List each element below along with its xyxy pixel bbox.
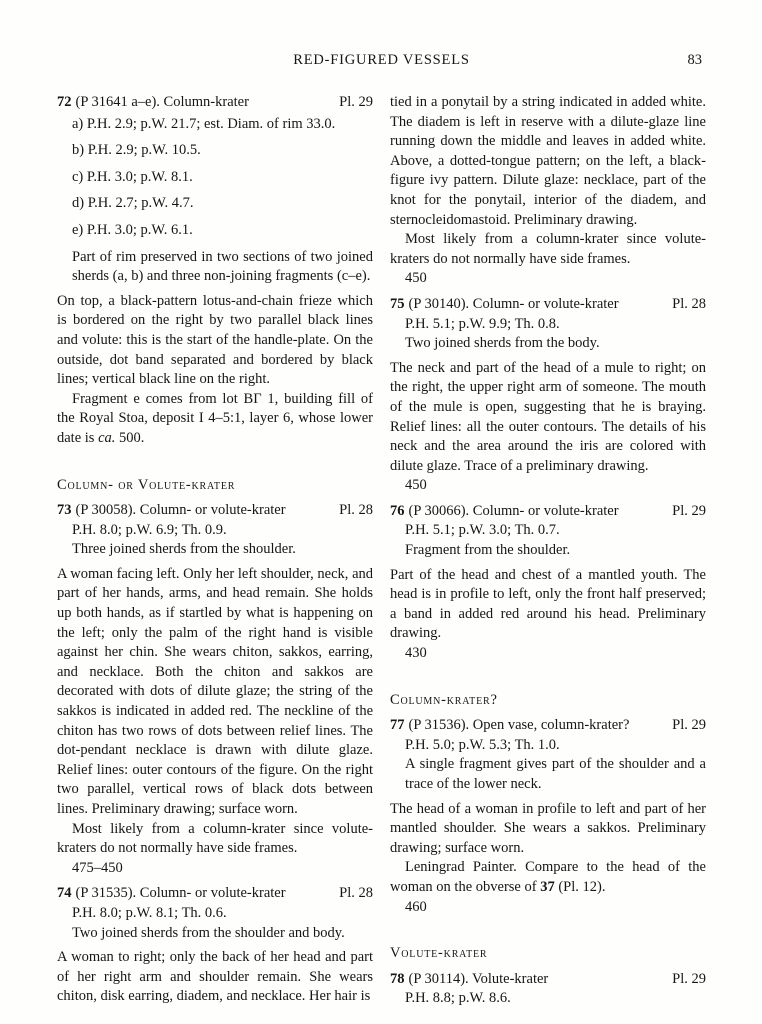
text-columns: [57, 93, 706, 1009]
text-segment: Most likely from a column-krater since volute-kraters do not normally have side frames.: [57, 820, 373, 857]
entry-number: 76: [390, 502, 405, 519]
description-paragraph: [57, 820, 373, 859]
text-segment: 500.: [115, 429, 145, 446]
entry-title: (P 31536). Open vase, column-krater?: [408, 717, 630, 734]
section-heading: Volute-krater: [390, 945, 488, 962]
text-segment: Fragment e comes from lot ΒΓ 1, building fill of the Royal Stoa, deposit I 4–5:1, layer 6, whose lower date is: [57, 390, 373, 446]
catalog-entry-heading: [57, 501, 373, 521]
text-segment: ca.: [98, 429, 116, 446]
plate-reference: Pl. 29: [672, 717, 706, 734]
left-column: [57, 93, 373, 1009]
text-segment: A woman facing left. Only her left shoulder, neck, and part of her hands, arms, and head remain. She holds up both hands, as if startled by what is happening on the left; only the palm of the right hand is visible against her chin. She wears chiton, sakkos, earring, and necklace. Both the chiton and sakkos are decorated with dots of dilute glaze; the string of the sakkos is indicated in added red. The neckline of the chiton has two rows of dots between relief lines. The dot-pendant necklace is drawn with dilute glaze. Relief lines: outer contours of the figure. On the right two parallel, vertical rows of black dots between lines. Preliminary drawing; surface worn.: [57, 565, 373, 817]
description-paragraph: [390, 566, 706, 644]
entry-title: (P 31535). Column- or volute-krater: [75, 885, 286, 902]
catalog-entry-heading: [57, 93, 373, 113]
text-segment: The neck and part of the head of a mule to right; on the right, the upper right arm of someone. The mouth of the mule is open, suggesting that he is braying. Relief lines: all the outer contours. The details of his neck and the area around the iris are colored with dilute glaze. Trace of a preliminary drawing.: [390, 359, 706, 474]
description-paragraph: [57, 565, 373, 820]
plate-reference: Pl. 29: [672, 970, 706, 987]
text-segment: The head of a woman in profile to left and part of her mantled shoulder. She wears a sakkos. Preliminary drawing; surface worn.: [390, 800, 706, 856]
measurement-line: e) P.H. 3.0; p.W. 6.1.: [72, 221, 193, 238]
measurement-line: Three joined sherds from the shoulder.: [72, 541, 296, 558]
entry-title: (P 30114). Volute-krater: [408, 970, 549, 987]
measurement-line: d) P.H. 2.7; p.W. 4.7.: [72, 195, 194, 212]
text-segment: On top, a black-pattern lotus-and-chain frieze which is bordered on the right by two parallel black lines and volute: this is the start of the handle-plate. On the outside, dot band separated and bordered by black lines; vertical black line on the right.: [57, 292, 373, 388]
entry-number: 78: [390, 970, 405, 987]
right-column: [390, 93, 706, 1009]
text-segment: Part of the head and chest of a mantled youth. The head is in profile to left, only the front half preserved; a band in added red around his head. Preliminary drawing.: [390, 566, 706, 642]
measurement-line: b) P.H. 2.9; p.W. 10.5.: [72, 142, 201, 159]
plate-reference: Pl. 28: [339, 502, 373, 519]
entry-title: (P 30058). Column- or volute-krater: [75, 502, 286, 519]
description-paragraph: [390, 359, 706, 477]
entry-title: (P 30066). Column- or volute-krater: [408, 502, 619, 519]
entry-title: (P 30140). Column- or volute-krater: [408, 295, 619, 312]
measurement-line: P.H. 8.8; p.W. 8.6.: [405, 990, 511, 1007]
entry-number: 77: [390, 717, 405, 734]
section-heading: Column- or Volute-krater: [57, 476, 236, 493]
catalog-entry-heading: [390, 970, 706, 990]
measurement-line: a) P.H. 2.9; p.W. 21.7; est. Diam. of rim 33.0.: [72, 115, 336, 132]
measurement-line: P.H. 5.1; p.W. 9.9; Th. 0.8.: [405, 315, 560, 332]
measurement-line: P.H. 5.0; p.W. 5.3; Th. 1.0.: [405, 736, 560, 753]
condition-note: Part of rim preserved in two sections of two joined sherds (a, b) and three non-joining fragments (c–e).: [72, 248, 373, 285]
description-paragraph: [57, 390, 373, 449]
condition-note: A single fragment gives part of the shoulder and a trace of the lower neck.: [405, 756, 706, 792]
catalog-entry-heading: [390, 716, 706, 736]
measurement-line: c) P.H. 3.0; p.W. 8.1.: [72, 168, 193, 185]
text-segment: tied in a ponytail by a string indicated in added white. The diadem is left in reserve with a dilute-glaze line running down the middle and leaves in added white. Above, a dotted-tongue pattern; on the left, a black-figure ivy pattern. Dilute glaze: necklace, part of the knot for the ponytail, interior of the diadem, and sternocleidomastoid. Preliminary drawing.: [390, 94, 706, 228]
entry-number: 72: [57, 94, 72, 110]
date-line: 450: [405, 477, 427, 494]
text-segment: Most likely from a column-krater since volute-kraters do not normally have side frames.: [390, 231, 706, 267]
page-number: 83: [687, 52, 702, 68]
plate-reference: Pl. 29: [339, 94, 373, 110]
text-segment: A woman to right; only the back of her head and part of her right arm and shoulder remain. She wears chiton, disk earring, diadem, and necklace. Her hair is: [57, 949, 373, 1005]
date-line: 430: [405, 645, 427, 662]
description-paragraph: [390, 858, 706, 897]
catalog-entry-heading: [57, 884, 373, 904]
date-line: 450: [405, 270, 427, 287]
entry-number: 75: [390, 295, 405, 312]
date-line: 475–450: [72, 859, 123, 876]
measurement-line: Two joined sherds from the body.: [405, 335, 600, 352]
plate-reference: Pl. 29: [672, 502, 706, 519]
section-heading: Column-krater?: [390, 691, 498, 708]
measurement-line: P.H. 8.0; p.W. 8.1; Th. 0.6.: [72, 904, 227, 921]
description-paragraph: [390, 230, 706, 269]
date-line: 460: [405, 898, 427, 915]
page-header: [57, 52, 706, 72]
text-segment: Leningrad Painter. Compare to the head of the woman on the obverse of: [390, 859, 706, 895]
running-title: RED-FIGURED VESSELS: [293, 52, 470, 68]
measurement-line: P.H. 5.1; p.W. 3.0; Th. 0.7.: [405, 522, 560, 539]
description-paragraph: [57, 948, 373, 1007]
plate-reference: Pl. 28: [672, 295, 706, 312]
plate-reference: Pl. 28: [339, 885, 373, 902]
catalog-entry-heading: [390, 502, 706, 522]
catalog-entry-heading: [390, 295, 706, 315]
text-segment: (Pl. 12).: [554, 878, 606, 895]
description-paragraph: [390, 800, 706, 859]
entry-number: 74: [57, 885, 72, 902]
entry-number: 73: [57, 502, 72, 519]
description-paragraph: [390, 93, 706, 230]
text-segment: 37: [540, 878, 555, 895]
entry-title: (P 31641 a–e). Column-krater: [75, 94, 249, 110]
description-paragraph: [57, 292, 373, 390]
measurement-line: Fragment from the shoulder.: [405, 542, 571, 559]
measurement-line: Two joined sherds from the shoulder and body.: [72, 924, 345, 941]
measurement-line: P.H. 8.0; p.W. 6.9; Th. 0.9.: [72, 521, 227, 538]
